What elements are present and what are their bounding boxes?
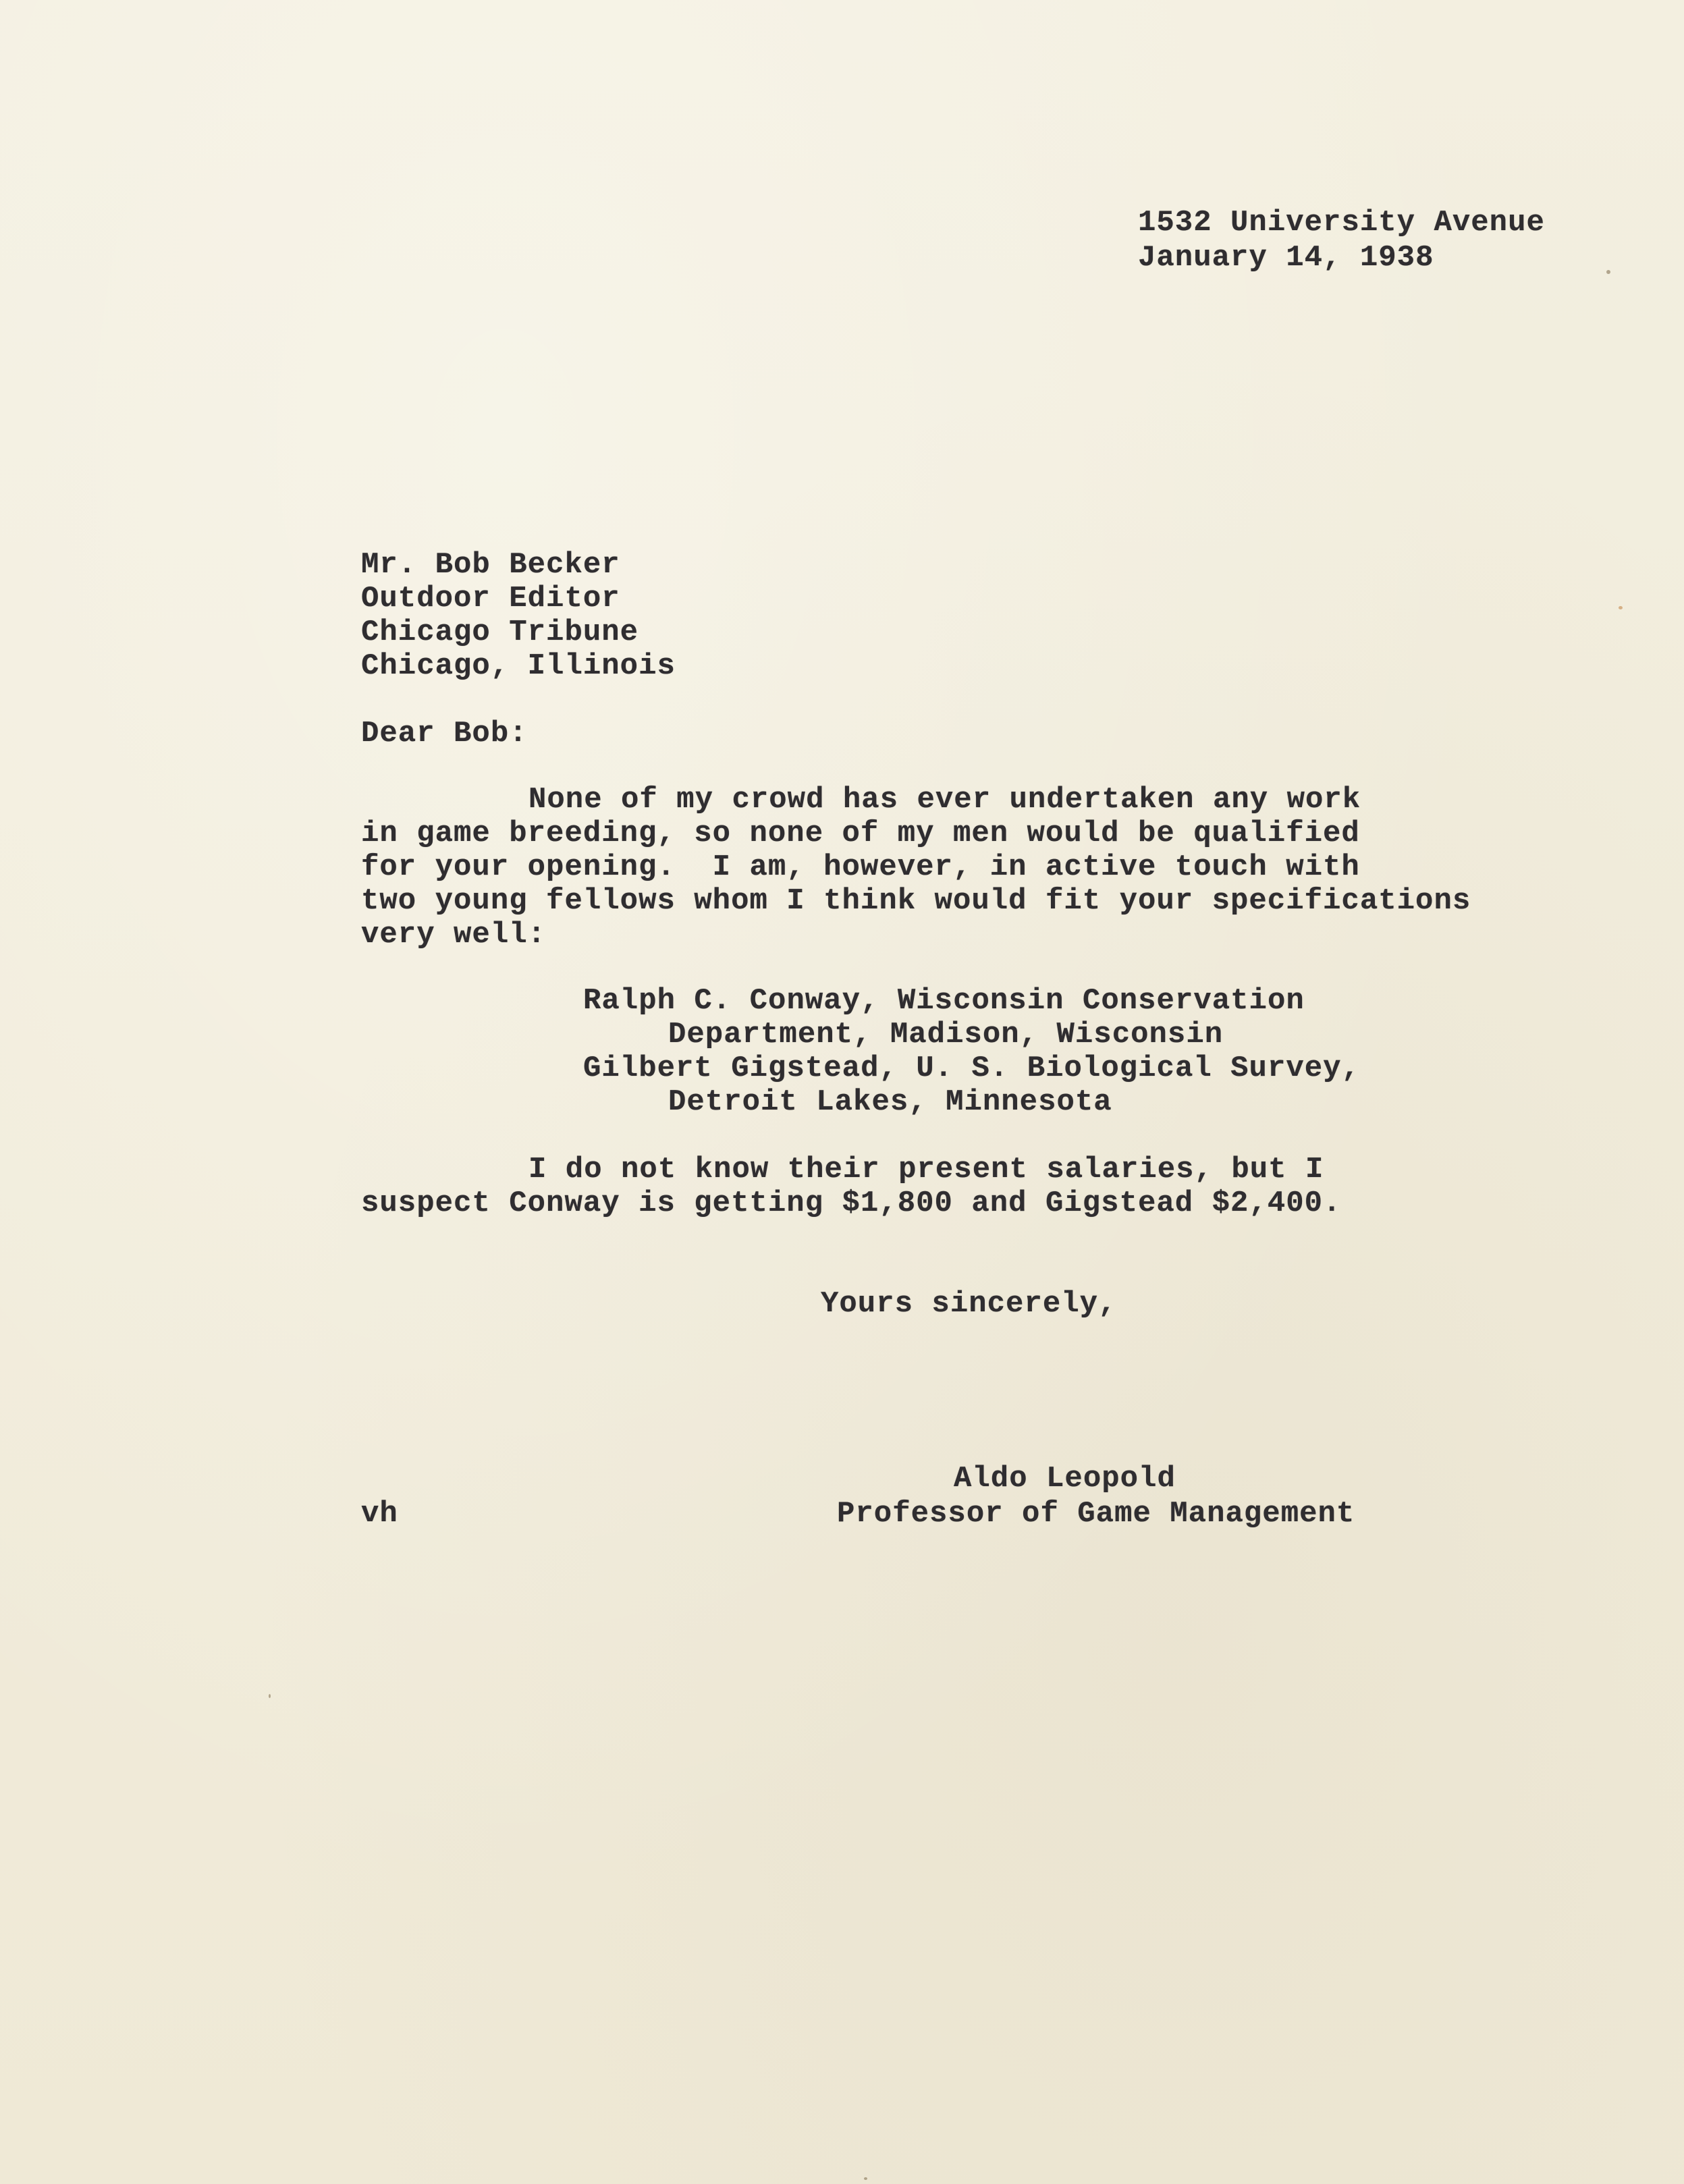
paper-speck (269, 1694, 271, 1698)
recipient-line: Outdoor Editor (361, 582, 620, 616)
body-line: None of my crowd has ever undertaken any work (528, 783, 1361, 817)
recipient-line: Mr. Bob Becker (361, 548, 620, 582)
candidate-line: Ralph C. Conway, Wisconsin Conservation (583, 984, 1305, 1018)
paper-speck (1606, 270, 1610, 274)
candidate-line: Detroit Lakes, Minnesota (668, 1085, 1112, 1119)
typist-initials: vh (361, 1497, 398, 1531)
candidate-line: Gilbert Gigstead, U. S. Biological Survey, (583, 1052, 1360, 1085)
signature-title: Professor of Game Management (837, 1497, 1355, 1531)
body-line: two young fellows whom I think would fit your specifications (361, 884, 1471, 918)
paper-speck (864, 2177, 867, 2180)
candidate-line: Department, Madison, Wisconsin (668, 1018, 1224, 1052)
letter-date: January 14, 1938 (1138, 241, 1434, 275)
body-line: very well: (361, 918, 547, 952)
recipient-line: Chicago Tribune (361, 616, 639, 649)
salutation: Dear Bob: (361, 717, 528, 750)
body-line: for your opening. I am, however, in active touch with (361, 850, 1360, 884)
body-line: I do not know their present salaries, but I (528, 1153, 1324, 1186)
body-line: in game breeding, so none of my men would be qualified (361, 817, 1360, 850)
recipient-line: Chicago, Illinois (361, 649, 676, 683)
signature-name: Aldo Leopold (954, 1462, 1176, 1496)
complimentary-close: Yours sincerely, (821, 1287, 1117, 1321)
return-address: 1532 University Avenue (1138, 206, 1545, 240)
paper-speck (1619, 606, 1623, 609)
body-line: suspect Conway is getting $1,800 and Gigstead $2,400. (361, 1186, 1342, 1220)
